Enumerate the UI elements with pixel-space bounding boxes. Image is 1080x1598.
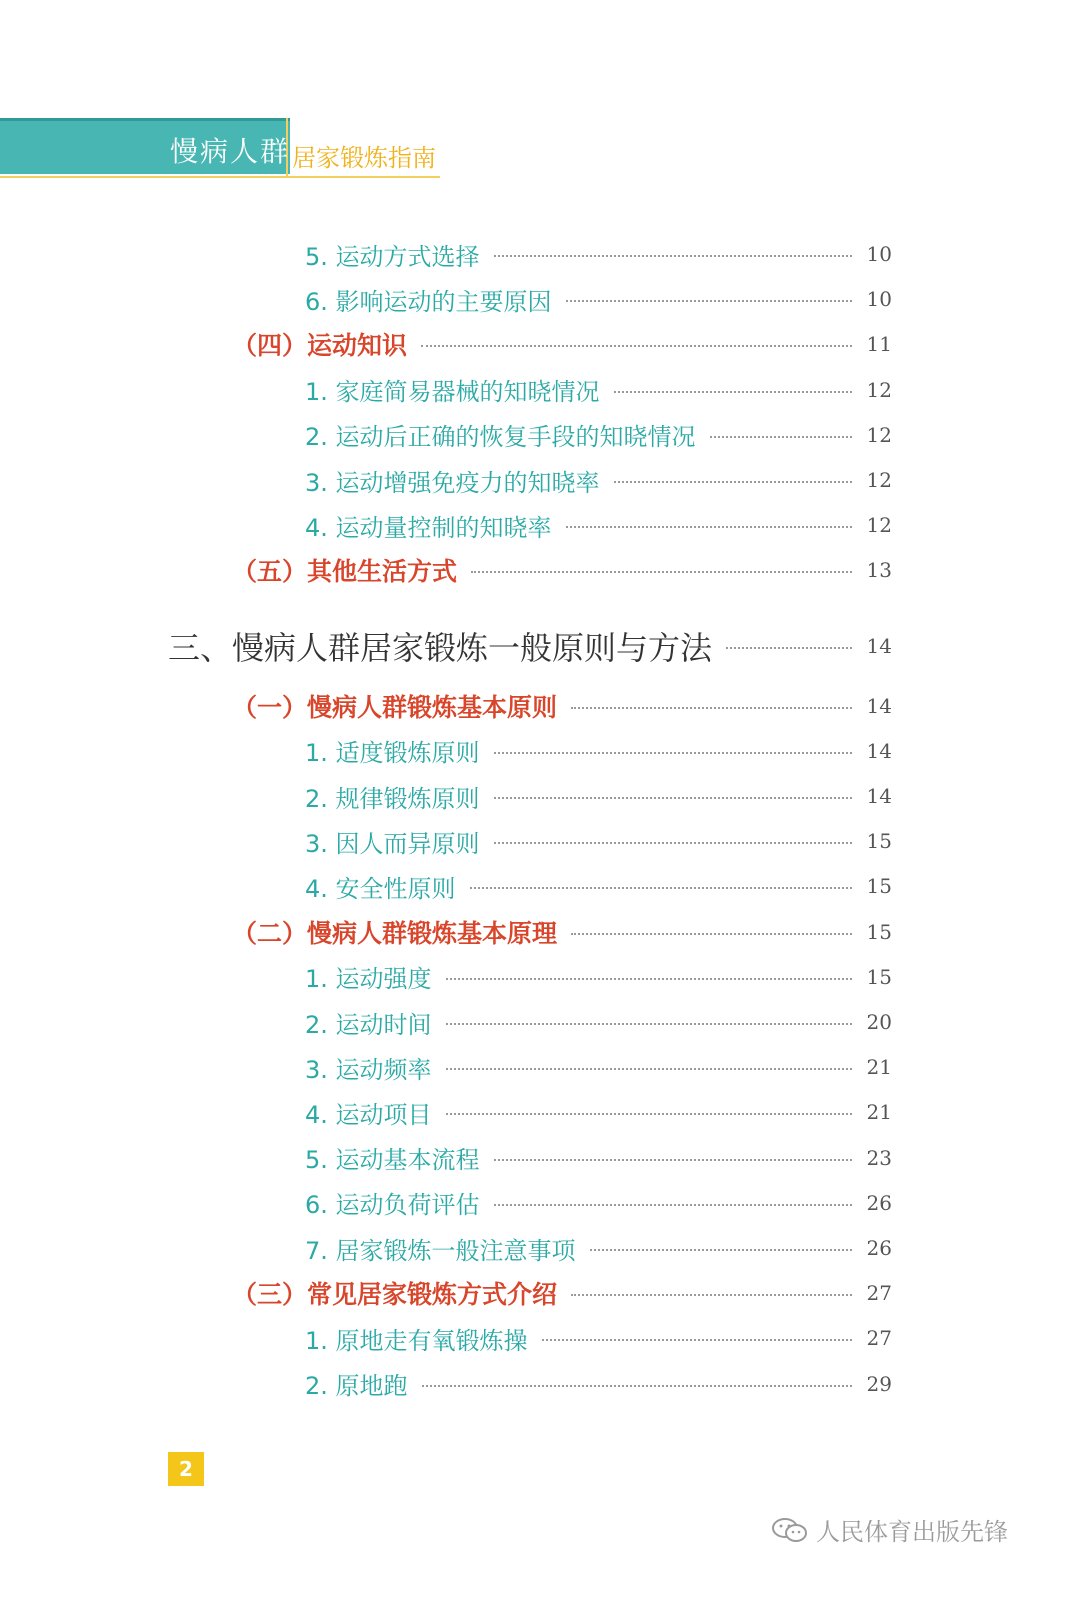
dot-leader	[726, 647, 852, 649]
toc-entry-title: （四）运动知识	[232, 331, 408, 361]
toc-entry-title: （二）慢病人群锻炼基本原理	[232, 918, 558, 948]
toc-entry-page: 15	[866, 964, 892, 989]
dot-leader	[542, 1339, 852, 1341]
toc-entry[interactable]	[305, 1230, 892, 1266]
dot-leader	[421, 345, 852, 347]
toc-entry-page: 14	[866, 693, 892, 718]
toc-entry-page: 20	[866, 1010, 892, 1034]
toc-entry-title: 4. 运动项目	[305, 1100, 432, 1129]
toc-entry-page: 21	[866, 1055, 892, 1080]
toc-entry[interactable]	[305, 281, 892, 317]
watermark-text: 人民体育出版先锋	[816, 1518, 1008, 1546]
toc-entry-page: 26	[866, 1190, 892, 1215]
toc-entry-page: 15	[866, 829, 892, 854]
toc-entry[interactable]	[232, 914, 892, 950]
dot-leader	[614, 391, 852, 393]
dot-leader	[446, 1113, 852, 1115]
dot-leader	[470, 887, 852, 889]
toc-entry[interactable]	[305, 1094, 892, 1130]
dot-leader	[566, 300, 852, 302]
dot-leader	[494, 1159, 852, 1161]
toc-entry-title: 1. 家庭简易器械的知晓情况	[305, 378, 600, 407]
toc-entry-title: 2. 运动后正确的恢复手段的知晓情况	[305, 423, 696, 452]
toc-entry-page: 15	[866, 874, 892, 899]
dot-leader	[446, 1068, 852, 1070]
book-title: 慢病人群	[170, 135, 291, 168]
toc-entry[interactable]	[305, 823, 892, 859]
toc-entry-title: 6. 影响运动的主要原因	[305, 287, 552, 316]
dot-leader	[471, 571, 852, 573]
toc-entry[interactable]	[232, 1275, 892, 1311]
toc-entry-title: 三、慢病人群居家锻炼一般原则与方法	[168, 628, 713, 667]
toc-entry-title: 1. 适度锻炼原则	[305, 739, 480, 768]
toc-entry-page: 12	[866, 422, 892, 447]
dot-leader	[446, 1023, 852, 1025]
toc-entry-page: 23	[866, 1145, 892, 1170]
toc-entry-title: 3. 因人而异原则	[305, 829, 480, 858]
toc-entry-title: 2. 规律锻炼原则	[305, 784, 480, 813]
toc-entry[interactable]	[232, 552, 892, 588]
dot-leader	[494, 255, 852, 257]
toc-entry[interactable]	[305, 1320, 892, 1356]
dot-leader	[590, 1249, 852, 1251]
toc-entry[interactable]	[305, 1185, 892, 1221]
toc-entry-title: 5. 运动基本流程	[305, 1146, 480, 1175]
toc-entry-page: 27	[866, 1326, 892, 1351]
toc-entry[interactable]	[305, 778, 892, 814]
dot-leader	[710, 436, 852, 438]
toc-entry-title: 4. 安全性原则	[305, 874, 456, 903]
toc-entry-title: 5. 运动方式选择	[305, 242, 480, 271]
dot-leader	[566, 526, 852, 528]
toc-entry[interactable]	[305, 1140, 892, 1176]
toc-entry-page: 21	[866, 1100, 892, 1125]
dot-leader	[494, 842, 852, 844]
toc-entry[interactable]	[305, 1049, 892, 1085]
toc-entry-title: 1. 运动强度	[305, 965, 432, 994]
wechat-icon	[770, 1515, 810, 1545]
toc-entry[interactable]	[305, 1004, 892, 1040]
toc-entry-title: （五）其他生活方式	[232, 557, 458, 587]
toc-entry[interactable]	[168, 622, 892, 670]
toc-entry[interactable]	[305, 1366, 892, 1402]
toc-entry-page: 10	[866, 287, 892, 312]
toc-entry-page: 29	[866, 1371, 892, 1396]
toc-entry-title: （一）慢病人群锻炼基本原则	[232, 692, 558, 722]
toc-entry-page: 15	[866, 919, 892, 944]
toc-entry-title: 6. 运动负荷评估	[305, 1191, 480, 1220]
toc-entry-page: 12	[866, 468, 892, 492]
page-number-badge: 2	[168, 1452, 204, 1486]
toc-entry-title: 2. 运动时间	[305, 1010, 432, 1039]
toc-entry-page: 27	[866, 1281, 892, 1306]
toc-entry[interactable]	[305, 868, 892, 904]
toc-entry-title: 2. 原地跑	[305, 1372, 408, 1401]
toc-entry[interactable]	[305, 372, 892, 408]
book-subtitle: 居家锻炼指南	[292, 144, 436, 172]
toc-entry-title: 4. 运动量控制的知晓率	[305, 513, 552, 542]
dot-leader	[571, 933, 852, 935]
toc-entry[interactable]	[305, 236, 892, 272]
toc-entry-title: 3. 运动增强免疫力的知晓率	[305, 468, 600, 497]
toc-entry-title: （三）常见居家锻炼方式介绍	[232, 1280, 558, 1310]
dot-leader	[446, 978, 852, 980]
toc-entry[interactable]	[232, 688, 892, 724]
toc-entry[interactable]	[305, 507, 892, 543]
toc-entry-page: 14	[866, 738, 892, 763]
watermark	[770, 1512, 1008, 1547]
toc-entry-page: 12	[866, 513, 892, 538]
toc-entry-title: 7. 居家锻炼一般注意事项	[305, 1236, 576, 1265]
dot-leader	[494, 752, 852, 754]
toc-entry-page: 26	[866, 1236, 892, 1260]
toc-entry-page: 10	[866, 242, 892, 266]
dot-leader	[422, 1385, 852, 1387]
toc-entry-page: 14	[866, 633, 892, 658]
toc-entry[interactable]	[305, 417, 892, 453]
toc-entry[interactable]	[305, 733, 892, 769]
toc-entry-page: 12	[866, 377, 892, 402]
toc-entry[interactable]	[305, 462, 892, 498]
toc-entry-title: 3. 运动频率	[305, 1055, 432, 1084]
toc-entry[interactable]	[305, 959, 892, 995]
toc-entry-page: 11	[866, 332, 892, 357]
dot-leader	[494, 1204, 852, 1206]
dot-leader	[571, 1294, 852, 1296]
dot-leader	[494, 797, 852, 799]
toc-entry-title: 1. 原地走有氧锻炼操	[305, 1326, 528, 1355]
toc-entry[interactable]	[232, 326, 892, 362]
dot-leader	[571, 707, 852, 709]
toc-entry-page: 13	[866, 558, 892, 583]
dot-leader	[614, 481, 852, 483]
toc-entry-page: 14	[866, 784, 892, 808]
